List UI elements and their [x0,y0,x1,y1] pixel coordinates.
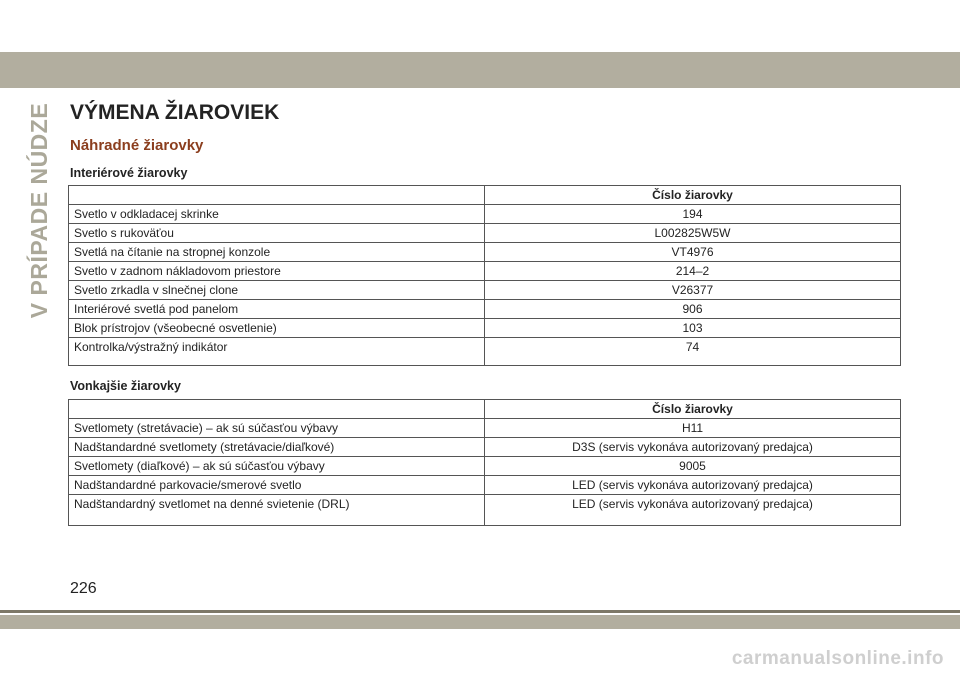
exterior-bulbs-table [68,399,901,526]
footer-band [0,615,960,629]
table-row [69,495,901,526]
header-cell-bulb-number: Číslo žiarovky [485,186,901,205]
interior-bulbs-table [68,185,901,366]
footer-rule [0,610,960,613]
header-band [0,52,960,88]
table-header-row [69,186,901,205]
bulb-location: Svetlomety (diaľkové) – ak sú súčasťou výbavy [69,457,485,476]
header-cell-name [69,186,485,205]
exterior-bulbs-title: Vonkajšie žiarovky [70,379,181,393]
bulb-location: Svetlo v zadnom nákladovom priestore [69,262,485,281]
bulb-number: 74 [485,338,901,366]
header-cell-name [69,400,485,419]
table-row [69,419,901,438]
table-row [69,262,901,281]
bulb-number: 103 [485,319,901,338]
table-header-row [69,400,901,419]
bulb-number: L002825W5W [485,224,901,243]
table-row [69,224,901,243]
table-row [69,476,901,495]
page-number: 226 [70,580,97,597]
bulb-location: Nadštandardný svetlomet na denné svietenie (DRL) [69,495,485,526]
bulb-location: Blok prístrojov (všeobecné osvetlenie) [69,319,485,338]
bulb-location: Svetlo zrkadla v slnečnej clone [69,281,485,300]
section-title: Náhradné žiarovky [70,137,204,154]
table-row [69,205,901,224]
bulb-number: 194 [485,205,901,224]
interior-bulbs-title: Interiérové žiarovky [70,166,188,180]
table-row [69,438,901,457]
bulb-location: Nadštandardné svetlomety (stretávacie/diaľkové) [69,438,485,457]
side-chapter-tab [26,104,54,316]
watermark: carmanualsonline.info [731,648,944,669]
bulb-location: Svetlomety (stretávacie) – ak sú súčasťou výbavy [69,419,485,438]
table-row [69,243,901,262]
bulb-number: VT4976 [485,243,901,262]
bulb-number: V26377 [485,281,901,300]
table-row [69,457,901,476]
bulb-number: 906 [485,300,901,319]
table-row [69,300,901,319]
side-chapter-label: V PRÍPADE NÚDZE [26,102,53,318]
page-title: VÝMENA ŽIAROVIEK [70,101,280,124]
bulb-number: 9005 [485,457,901,476]
bulb-number: LED (servis vykonáva autorizovaný predajca) [485,495,901,526]
bulb-number: D3S (servis vykonáva autorizovaný predajca) [485,438,901,457]
bulb-location: Svetlá na čítanie na stropnej konzole [69,243,485,262]
bulb-location: Interiérové svetlá pod panelom [69,300,485,319]
bulb-location: Svetlo v odkladacej skrinke [69,205,485,224]
header-cell-bulb-number: Číslo žiarovky [485,400,901,419]
bulb-location: Nadštandardné parkovacie/smerové svetlo [69,476,485,495]
bulb-location: Kontrolka/výstražný indikátor [69,338,485,366]
bulb-location: Svetlo s rukoväťou [69,224,485,243]
table-row [69,319,901,338]
bulb-number: H11 [485,419,901,438]
bulb-number: LED (servis vykonáva autorizovaný predajca) [485,476,901,495]
table-row [69,338,901,366]
bulb-number: 214–2 [485,262,901,281]
table-row [69,281,901,300]
